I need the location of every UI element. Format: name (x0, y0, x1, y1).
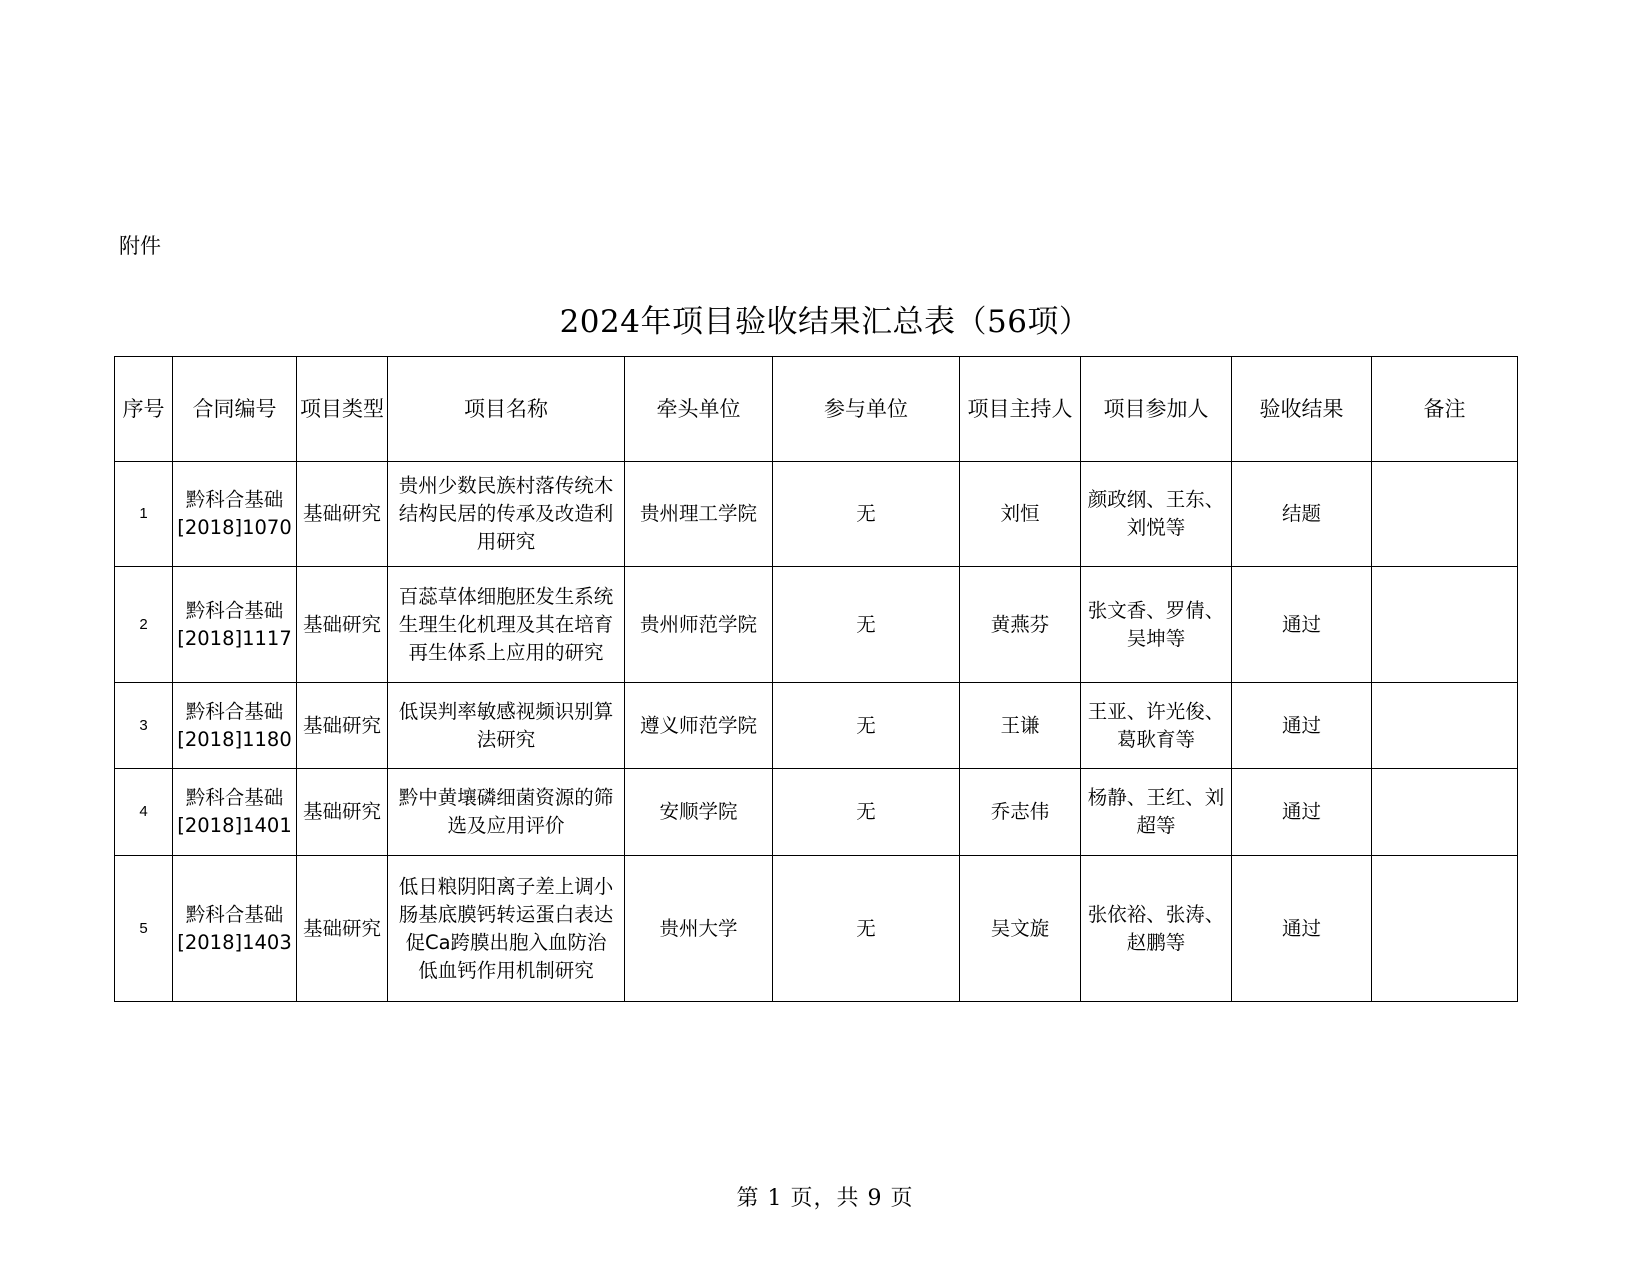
table-row (115, 567, 1518, 683)
header-contract: 合同编号 (173, 357, 297, 462)
cell-seq: 5 (115, 856, 173, 1002)
cell-seq: 2 (115, 567, 173, 683)
cell-lead: 遵义师范学院 (625, 683, 773, 769)
cell-name: 低误判率敏感视频识别算法研究 (388, 683, 625, 769)
cell-result: 通过 (1232, 683, 1372, 769)
cell-result: 通过 (1232, 567, 1372, 683)
table-row (115, 683, 1518, 769)
header-name: 项目名称 (388, 357, 625, 462)
cell-name: 贵州少数民族村落传统木结构民居的传承及改造利用研究 (388, 462, 625, 567)
cell-lead: 贵州师范学院 (625, 567, 773, 683)
cell-note (1372, 462, 1518, 567)
cell-contract: 黔科合基础[2018]1180 (173, 683, 297, 769)
cell-host: 黄燕芬 (960, 567, 1081, 683)
cell-seq: 4 (115, 769, 173, 856)
cell-type: 基础研究 (297, 567, 388, 683)
cell-lead: 贵州理工学院 (625, 462, 773, 567)
cell-result: 结题 (1232, 462, 1372, 567)
cell-note (1372, 856, 1518, 1002)
cell-name: 黔中黄壤磷细菌资源的筛选及应用评价 (388, 769, 625, 856)
acceptance-results-table (114, 356, 1518, 1002)
cell-lead: 贵州大学 (625, 856, 773, 1002)
cell-contract: 黔科合基础[2018]1117 (173, 567, 297, 683)
cell-host: 吴文旋 (960, 856, 1081, 1002)
cell-type: 基础研究 (297, 462, 388, 567)
header-type: 项目类型 (297, 357, 388, 462)
cell-contract: 黔科合基础[2018]1070 (173, 462, 297, 567)
cell-seq: 1 (115, 462, 173, 567)
cell-participants: 王亚、许光俊、葛耿育等 (1081, 683, 1232, 769)
cell-type: 基础研究 (297, 683, 388, 769)
cell-host: 刘恒 (960, 462, 1081, 567)
cell-name: 百蕊草体细胞胚发生系统生理生化机理及其在培育再生体系上应用的研究 (388, 567, 625, 683)
header-partner: 参与单位 (773, 357, 960, 462)
header-note: 备注 (1372, 357, 1518, 462)
cell-note (1372, 567, 1518, 683)
cell-name: 低日粮阴阳离子差上调小肠基底膜钙转运蛋白表达促Ca跨膜出胞入血防治低血钙作用机制研究 (388, 856, 625, 1002)
page-number-footer: 第 1 页，共 9 页 (736, 1186, 914, 1211)
cell-contract: 黔科合基础[2018]1403 (173, 856, 297, 1002)
cell-host: 乔志伟 (960, 769, 1081, 856)
header-participants: 项目参加人 (1081, 357, 1232, 462)
cell-partner: 无 (773, 462, 960, 567)
cell-participants: 张依裕、张涛、赵鹏等 (1081, 856, 1232, 1002)
cell-participants: 张文香、罗倩、吴坤等 (1081, 567, 1232, 683)
cell-contract: 黔科合基础[2018]1401 (173, 769, 297, 856)
table-header-row (115, 357, 1518, 462)
cell-partner: 无 (773, 567, 960, 683)
cell-partner: 无 (773, 683, 960, 769)
page-title: 2024年项目验收结果汇总表（56项） (559, 304, 1091, 340)
table-row (115, 462, 1518, 567)
cell-host: 王谦 (960, 683, 1081, 769)
cell-result: 通过 (1232, 856, 1372, 1002)
cell-partner: 无 (773, 769, 960, 856)
cell-note (1372, 683, 1518, 769)
cell-note (1372, 769, 1518, 856)
cell-type: 基础研究 (297, 856, 388, 1002)
cell-type: 基础研究 (297, 769, 388, 856)
header-result: 验收结果 (1232, 357, 1372, 462)
table-row (115, 856, 1518, 1002)
cell-lead: 安顺学院 (625, 769, 773, 856)
header-seq: 序号 (115, 357, 173, 462)
header-host: 项目主持人 (960, 357, 1081, 462)
cell-partner: 无 (773, 856, 960, 1002)
attachment-label: 附件 (119, 234, 161, 258)
table-row (115, 769, 1518, 856)
cell-seq: 3 (115, 683, 173, 769)
cell-participants: 杨静、王红、刘超等 (1081, 769, 1232, 856)
header-lead: 牵头单位 (625, 357, 773, 462)
cell-participants: 颜政纲、王东、刘悦等 (1081, 462, 1232, 567)
cell-result: 通过 (1232, 769, 1372, 856)
